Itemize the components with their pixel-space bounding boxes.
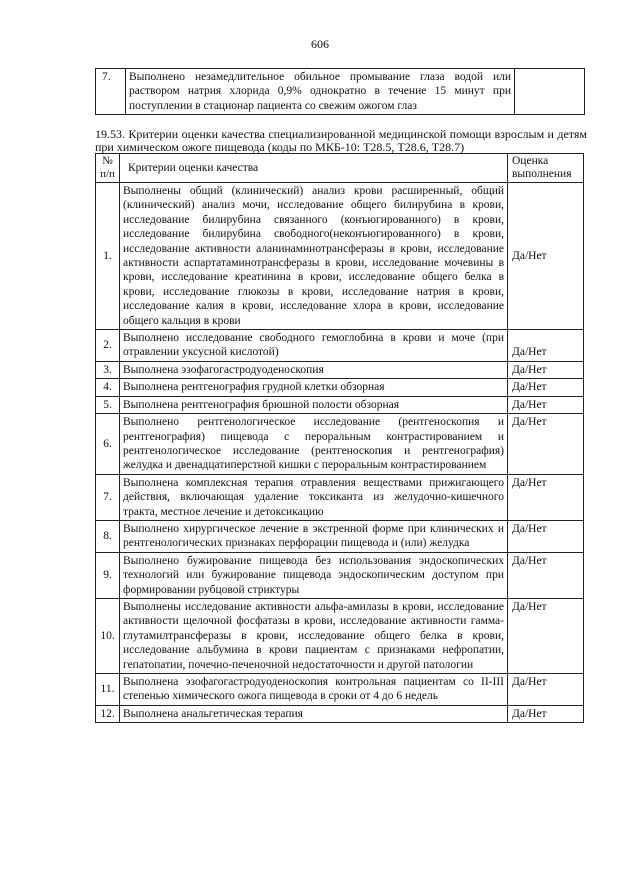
- result-cell: Да/Нет: [508, 414, 584, 475]
- table-row: [96, 69, 585, 115]
- page-number: 606: [311, 37, 329, 51]
- row-number: 9.: [96, 552, 120, 598]
- row-number: 12.: [96, 705, 120, 722]
- result-cell: Да/Нет: [508, 379, 584, 396]
- column-header-result: Оценка выполнения: [508, 154, 584, 183]
- table-row: [96, 414, 584, 475]
- result-cell: Да/Нет: [508, 552, 584, 598]
- row-number: 11.: [96, 674, 120, 706]
- row-number: 7.: [96, 474, 120, 520]
- result-cell: Да/Нет: [508, 474, 584, 520]
- row-number: 5.: [96, 396, 120, 413]
- row-number: 2.: [96, 330, 120, 362]
- criterion-text: Выполнена эзофагогастродуоденоскопия контрольная пациентам со II-III степенью химического ожога пищевода в сроки от 4 до 6 недель: [120, 674, 508, 706]
- row-number: 3.: [96, 361, 120, 378]
- criterion-text: Выполнено исследование свободного гемоглобина в крови и моче (при отравлении уксусной кислотой): [120, 330, 508, 362]
- table-row: [96, 598, 584, 673]
- quality-criteria-table: [95, 153, 584, 723]
- criterion-text: Выполнено бужирование пищевода без использования эндоскопических технологий или бужирование пищевода эндоскопическим доступом при формировании рубцовой стриктуры: [120, 552, 508, 598]
- table-row: [96, 520, 584, 552]
- result-cell: Да/Нет: [508, 361, 584, 378]
- result-cell: Да/Нет: [508, 520, 584, 552]
- table-row: [96, 330, 584, 362]
- column-header-criteria: Критерии оценки качества: [120, 154, 508, 183]
- criterion-text: Выполнены исследование активности альфа-амилазы в крови, исследование активности щелочной фосфатазы в крови, исследование активности гамма-глутамилтрансферазы в крови, исследование общего белка в крови, исследование альбумина в крови пациентам с признаками нефропатии, гепатопатии, почечно-печеночной недостаточности и другой патологии: [120, 598, 508, 673]
- row-number: 1.: [96, 183, 120, 330]
- criterion-text: Выполнено хирургическое лечение в экстренной форме при клинических и рентгенологических признаках перфорации пищевода и (или) желудка: [120, 520, 508, 552]
- row-number: 6.: [96, 414, 120, 475]
- criterion-text: Выполнена рентгенография брюшной полости обзорная: [120, 396, 508, 413]
- result-cell: Да/Нет: [508, 674, 584, 706]
- column-header-number: № п/п: [96, 154, 120, 183]
- criterion-text: Выполнена анальгетическая терапия: [120, 705, 508, 722]
- table-row: [96, 705, 584, 722]
- table-row: [96, 379, 584, 396]
- table-row: [96, 674, 584, 706]
- table-row: [96, 361, 584, 378]
- row-number: 8.: [96, 520, 120, 552]
- table-row: [96, 474, 584, 520]
- row-number: 10.: [96, 598, 120, 673]
- criterion-text: Выполнены общий (клинический) анализ крови расширенный, общий (клинический) анализ мочи, исследование общего билирубина в крови, исследование билирубина связанного (конъюгированного) в крови, исследование билирубина свободного(неконъюгированного) в крови, исследование активности аланинаминотрансферазы в крови, исследование активности аспартатаминотрансферазы в крови, исследование мочевины в крови, исследование креатинина в крови, исследование общего белка в крови, исследование глюкозы в крови, исследование натрия в крови, исследование калия в крови, исследование хлора в крови, исследование общего кальция в крови: [120, 183, 508, 330]
- row-number: 7.: [96, 69, 126, 115]
- result-cell: Да/Нет: [508, 183, 584, 330]
- criterion-text: Выполнена рентгенография грудной клетки обзорная: [120, 379, 508, 396]
- result-cell: Да/Нет: [508, 330, 584, 362]
- continued-criteria-table: [95, 68, 585, 115]
- table-row: [96, 396, 584, 413]
- row-number: 4.: [96, 379, 120, 396]
- table-row: [96, 183, 584, 330]
- criterion-text: Выполнена эзофагогастродуоденоскопия: [120, 361, 508, 378]
- section-heading: 19.53. Критерии оценки качества специализированной медицинской помощи взрослым и детям при химическом ожоге пищевода (коды по МКБ-10: Т28.5, Т28.6, Т28.7): [95, 127, 587, 154]
- criterion-text: Выполнено незамедлительное обильное промывание глаза водой или раствором натрия хлорида 0,9% однократно в течение 15 минут при поступлении в стационар пациента со свежим ожогом глаз: [126, 69, 515, 115]
- criterion-text: Выполнено рентгенологическое исследование (рентгеноскопия и рентгенография) пищевода с пероральным контрастированием и рентгенологическое исследование (рентгеноскопия и рентгенография) желудка и двенадцатиперстной кишки с пероральным контрастированием: [120, 414, 508, 475]
- table-header-row: [96, 154, 584, 183]
- criterion-text: Выполнена комплексная терапия отравления веществами прижигающего действия, включающая удаление токсиканта из желудочно-кишечного тракта, местное лечение и детоксикацию: [120, 474, 508, 520]
- result-cell: [515, 69, 585, 115]
- result-cell: Да/Нет: [508, 396, 584, 413]
- result-cell: Да/Нет: [508, 598, 584, 673]
- table-row: [96, 552, 584, 598]
- result-cell: Да/Нет: [508, 705, 584, 722]
